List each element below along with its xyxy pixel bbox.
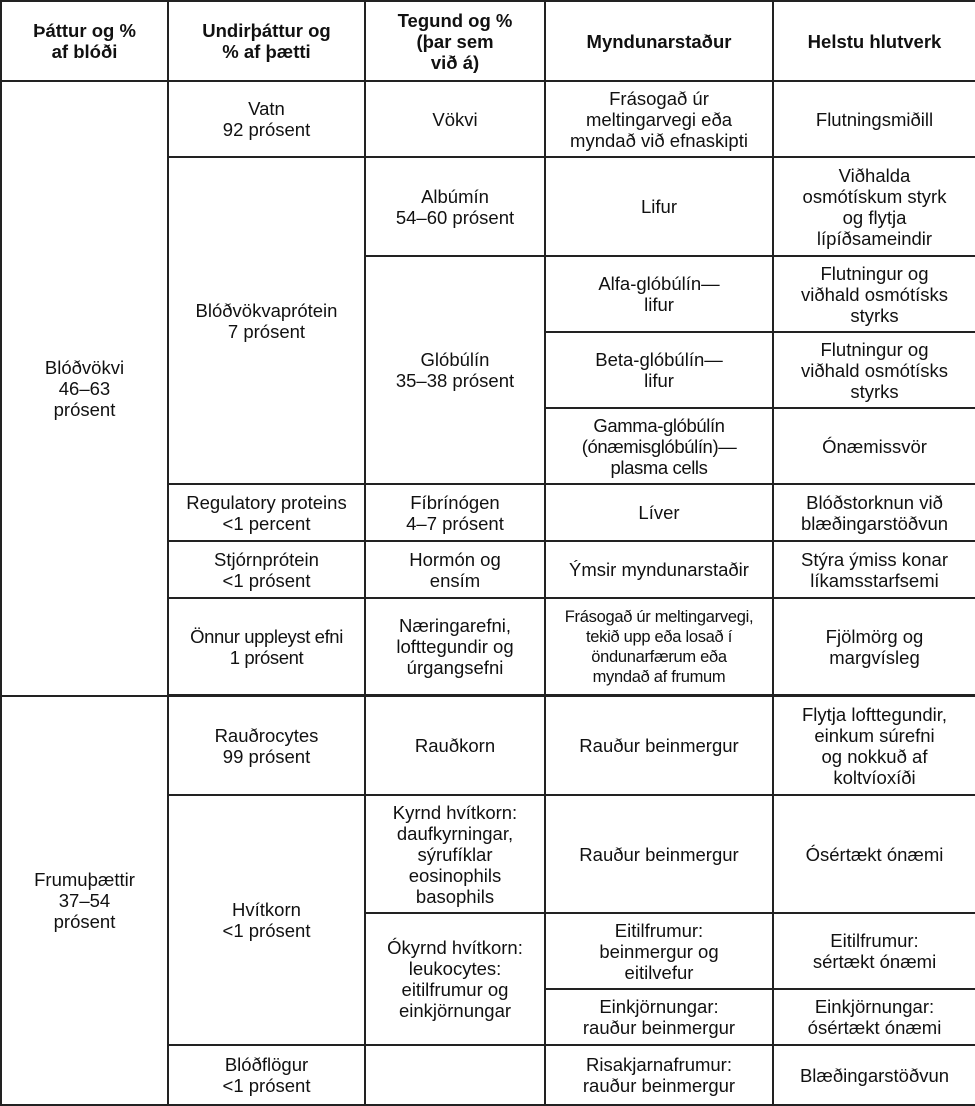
table-row: [1, 696, 975, 795]
header-type: Tegund og % (þar sem við á): [365, 1, 545, 81]
fibrinogen-function: Blóðstorknun við blæðingarstöðvun: [773, 484, 975, 541]
beta-globulin-function: Flutningur og viðhald osmótísks styrks: [773, 332, 975, 408]
globulin-type: Glóbúlín 35–38 prósent: [365, 256, 545, 484]
rbc-source: Rauður beinmergur: [545, 696, 773, 795]
hormones-function: Stýra ýmiss konar líkamsstarfsemi: [773, 541, 975, 598]
water-source: Frásogað úr meltingarvegi eða myndað við efnaskipti: [545, 81, 773, 157]
other-solutes-subcomponent: Önnur uppleyst efni 1 prósent: [168, 598, 365, 695]
water-function: Flutningsmiðill: [773, 81, 975, 157]
formed-label: Frumuþættir 37–54 prósent: [1, 696, 168, 1105]
header-row: [1, 1, 975, 81]
nutrients-function: Fjölmörg og margvísleg: [773, 598, 975, 695]
header-subcomponent: Undirþáttur og % af þætti: [168, 1, 365, 81]
wbc-subcomponent: Hvítkorn <1 prósent: [168, 795, 365, 1045]
rbc-type: Rauðkorn: [365, 696, 545, 795]
table-row: [1, 81, 975, 157]
albumin-function: Viðhalda osmótískum styrk og flytja lípíðsameindir: [773, 157, 975, 256]
platelets-function: Blæðingarstöðvun: [773, 1045, 975, 1105]
beta-globulin-source: Beta-glóbúlín— lifur: [545, 332, 773, 408]
regulatory-subcomponent: Regulatory proteins <1 percent: [168, 484, 365, 541]
rbc-subcomponent: Rauðrocytes 99 prósent: [168, 696, 365, 795]
hormones-source: Ýmsir myndunarstaðir: [545, 541, 773, 598]
lymphocyte-source: Eitilfrumur: beinmergur og eitilvefur: [545, 913, 773, 989]
platelets-type: [365, 1045, 545, 1105]
fibrinogen-source: Líver: [545, 484, 773, 541]
rbc-function: Flytja lofttegundir, einkum súrefni og nokkuð af koltvíoxíði: [773, 696, 975, 795]
platelets-source: Risakjarnafrumur: rauður beinmergur: [545, 1045, 773, 1105]
control-proteins-subcomponent: Stjórnprótein <1 prósent: [168, 541, 365, 598]
monocyte-function: Einkjörnungar: ósértækt ónæmi: [773, 989, 975, 1045]
lymphocyte-function: Eitilfrumur: sértækt ónæmi: [773, 913, 975, 989]
hormones-type: Hormón og ensím: [365, 541, 545, 598]
albumin-type: Albúmín 54–60 prósent: [365, 157, 545, 256]
albumin-source: Lifur: [545, 157, 773, 256]
nutrients-type: Næringarefni, lofttegundir og úrgangsefni: [365, 598, 545, 695]
plasma-proteins-subcomponent: Blóðvökvaprótein 7 prósent: [168, 157, 365, 484]
water-type: Vökvi: [365, 81, 545, 157]
header-component: Þáttur og % af blóði: [1, 1, 168, 81]
plasma-label: Blóðvökvi 46–63 prósent: [1, 81, 168, 696]
agranular-wbc-type: Ókyrnd hvítkorn: leukocytes: eitilfrumur og einkjörnungar: [365, 913, 545, 1045]
alpha-globulin-function: Flutningur og viðhald osmótísks styrks: [773, 256, 975, 332]
gamma-globulin-function: Ónæmissvör: [773, 408, 975, 484]
water-subcomponent: Vatn 92 prósent: [168, 81, 365, 157]
granular-wbc-type: Kyrnd hvítkorn: daufkyrningar, sýrufíklar eosinophils basophils: [365, 795, 545, 913]
header-source: Myndunarstaður: [545, 1, 773, 81]
granular-wbc-source: Rauður beinmergur: [545, 795, 773, 913]
gamma-globulin-source: Gamma-glóbúlín (ónæmisglóbúlín)— plasma cells: [545, 408, 773, 484]
platelets-subcomponent: Blóðflögur <1 prósent: [168, 1045, 365, 1105]
header-function: Helstu hlutverk: [773, 1, 975, 81]
fibrinogen-type: Fíbrínógen 4–7 prósent: [365, 484, 545, 541]
monocyte-source: Einkjörnungar: rauður beinmergur: [545, 989, 773, 1045]
granular-wbc-function: Ósértækt ónæmi: [773, 795, 975, 913]
alpha-globulin-source: Alfa-glóbúlín— lifur: [545, 256, 773, 332]
nutrients-source: Frásogað úr meltingarvegi, tekið upp eða losað í öndunarfærum eða myndað af frumum: [545, 598, 773, 695]
